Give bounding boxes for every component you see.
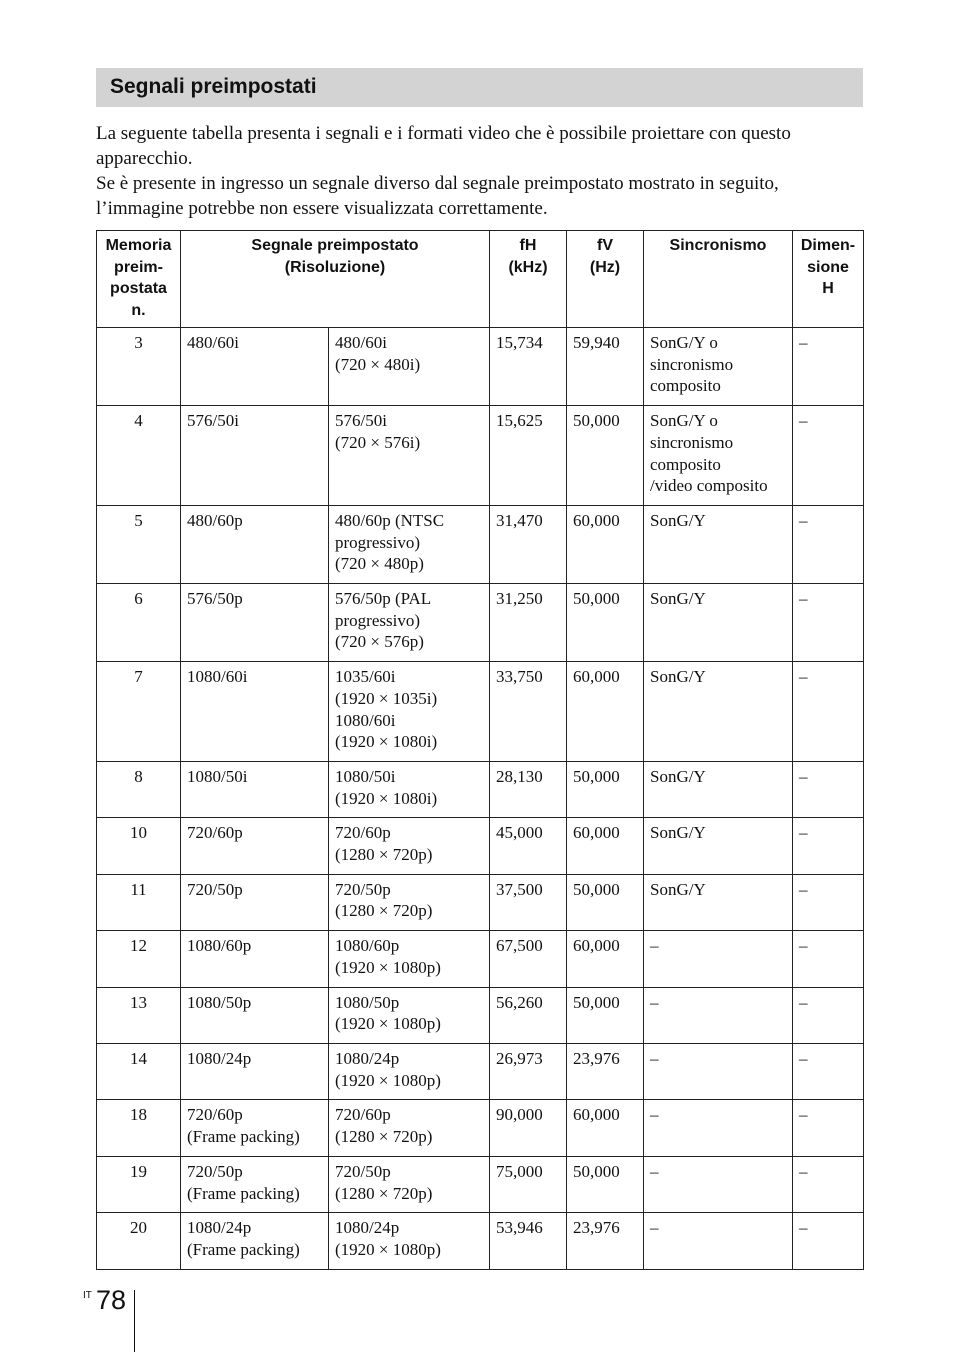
cell-resolution: 1080/24p (1920 × 1080p) [329, 1043, 490, 1099]
cell-signal: 1080/50p [181, 987, 329, 1043]
cell-sync: SonG/Y o sincronismo composito [644, 328, 793, 406]
cell-resolution: 1080/50p (1920 × 1080p) [329, 987, 490, 1043]
table-row [97, 818, 864, 874]
cell-memory: 5 [97, 505, 181, 583]
cell-fv: 60,000 [567, 818, 644, 874]
cell-fh: 28,130 [490, 761, 567, 817]
table-row [97, 931, 864, 987]
cell-fh: 15,625 [490, 406, 567, 506]
cell-resolution: 576/50i (720 × 576i) [329, 406, 490, 506]
cell-fh: 15,734 [490, 328, 567, 406]
cell-hsize: – [793, 1213, 864, 1269]
cell-fv: 50,000 [567, 874, 644, 930]
cell-hsize: – [793, 1100, 864, 1156]
cell-hsize: – [793, 987, 864, 1043]
cell-signal: 1080/24p [181, 1043, 329, 1099]
cell-sync: – [644, 987, 793, 1043]
cell-fh: 56,260 [490, 987, 567, 1043]
cell-fh: 37,500 [490, 874, 567, 930]
cell-memory: 19 [97, 1156, 181, 1212]
cell-resolution: 720/60p (1280 × 720p) [329, 1100, 490, 1156]
cell-resolution: 720/50p (1280 × 720p) [329, 874, 490, 930]
cell-fv: 50,000 [567, 761, 644, 817]
cell-memory: 20 [97, 1213, 181, 1269]
table-row [97, 987, 864, 1043]
cell-signal: 576/50p [181, 584, 329, 662]
table-row [97, 505, 864, 583]
cell-hsize: – [793, 1156, 864, 1212]
header-hsize: Dimen- sione H [793, 231, 864, 328]
cell-memory: 4 [97, 406, 181, 506]
cell-fv: 23,976 [567, 1043, 644, 1099]
cell-sync: SonG/Y [644, 662, 793, 762]
cell-fv: 60,000 [567, 1100, 644, 1156]
cell-signal: 720/60p [181, 818, 329, 874]
cell-hsize: – [793, 1043, 864, 1099]
cell-signal: 1080/24p (Frame packing) [181, 1213, 329, 1269]
header-fh: fH (kHz) [490, 231, 567, 328]
cell-resolution: 576/50p (PAL progressivo) (720 × 576p) [329, 584, 490, 662]
cell-sync: – [644, 1213, 793, 1269]
intro-text [96, 121, 866, 221]
section-title: Segnali preimpostati [110, 75, 317, 98]
cell-resolution: 480/60i (720 × 480i) [329, 328, 490, 406]
preset-signals-table [96, 230, 864, 1270]
cell-sync: SonG/Y [644, 874, 793, 930]
cell-fh: 31,250 [490, 584, 567, 662]
cell-fv: 60,000 [567, 662, 644, 762]
cell-fh: 26,973 [490, 1043, 567, 1099]
cell-memory: 12 [97, 931, 181, 987]
cell-resolution: 720/60p (1280 × 720p) [329, 818, 490, 874]
cell-signal: 480/60p [181, 505, 329, 583]
cell-sync: – [644, 931, 793, 987]
cell-hsize: – [793, 584, 864, 662]
header-memory: Memoria preim- postata n. [97, 231, 181, 328]
cell-sync: – [644, 1100, 793, 1156]
cell-hsize: – [793, 761, 864, 817]
cell-fv: 59,940 [567, 328, 644, 406]
table-row [97, 406, 864, 506]
cell-memory: 7 [97, 662, 181, 762]
table-row [97, 1213, 864, 1269]
cell-hsize: – [793, 874, 864, 930]
cell-fh: 45,000 [490, 818, 567, 874]
cell-sync: SonG/Y [644, 761, 793, 817]
cell-hsize: – [793, 328, 864, 406]
cell-resolution: 480/60p (NTSC progressivo) (720 × 480p) [329, 505, 490, 583]
table-row [97, 1156, 864, 1212]
cell-resolution: 1080/60p (1920 × 1080p) [329, 931, 490, 987]
cell-resolution: 1080/50i (1920 × 1080i) [329, 761, 490, 817]
cell-signal: 720/50p [181, 874, 329, 930]
cell-signal: 1080/60p [181, 931, 329, 987]
cell-sync: SonG/Y [644, 584, 793, 662]
cell-fv: 23,976 [567, 1213, 644, 1269]
cell-fv: 60,000 [567, 931, 644, 987]
page-number: 78 [96, 1285, 127, 1315]
cell-hsize: – [793, 406, 864, 506]
cell-signal: 1080/50i [181, 761, 329, 817]
cell-memory: 18 [97, 1100, 181, 1156]
cell-hsize: – [793, 662, 864, 762]
section-header [96, 68, 863, 107]
cell-hsize: – [793, 505, 864, 583]
table-header-row [97, 231, 864, 328]
cell-fv: 50,000 [567, 584, 644, 662]
cell-memory: 14 [97, 1043, 181, 1099]
cell-fv: 50,000 [567, 406, 644, 506]
header-fv: fV (Hz) [567, 231, 644, 328]
cell-resolution: 1080/24p (1920 × 1080p) [329, 1213, 490, 1269]
header-signal: Segnale preimpostato (Risoluzione) [181, 231, 490, 328]
table-row [97, 874, 864, 930]
cell-fv: 50,000 [567, 1156, 644, 1212]
cell-signal: 480/60i [181, 328, 329, 406]
cell-fv: 60,000 [567, 505, 644, 583]
footer-divider [134, 1290, 135, 1352]
cell-sync: SonG/Y o sincronismo composito /video composito [644, 406, 793, 506]
cell-hsize: – [793, 931, 864, 987]
cell-fh: 67,500 [490, 931, 567, 987]
cell-sync: SonG/Y [644, 505, 793, 583]
cell-hsize: – [793, 818, 864, 874]
intro-paragraph-1: La seguente tabella presenta i segnali e i formati video che è possibile proiettare con questo apparecchio. [96, 123, 791, 169]
table-row [97, 584, 864, 662]
cell-fh: 53,946 [490, 1213, 567, 1269]
cell-sync: – [644, 1043, 793, 1099]
table-row [97, 662, 864, 762]
cell-memory: 13 [97, 987, 181, 1043]
cell-memory: 10 [97, 818, 181, 874]
cell-memory: 3 [97, 328, 181, 406]
cell-fh: 75,000 [490, 1156, 567, 1212]
cell-fv: 50,000 [567, 987, 644, 1043]
cell-sync: – [644, 1156, 793, 1212]
table-row [97, 1100, 864, 1156]
cell-resolution: 1035/60i (1920 × 1035i) 1080/60i (1920 × 1080i) [329, 662, 490, 762]
cell-sync: SonG/Y [644, 818, 793, 874]
table-row [97, 761, 864, 817]
cell-memory: 8 [97, 761, 181, 817]
page-language: IT [83, 1290, 92, 1301]
cell-signal: 576/50i [181, 406, 329, 506]
cell-memory: 11 [97, 874, 181, 930]
cell-fh: 90,000 [490, 1100, 567, 1156]
cell-resolution: 720/50p (1280 × 720p) [329, 1156, 490, 1212]
cell-memory: 6 [97, 584, 181, 662]
cell-fh: 33,750 [490, 662, 567, 762]
cell-signal: 720/50p (Frame packing) [181, 1156, 329, 1212]
cell-fh: 31,470 [490, 505, 567, 583]
intro-paragraph-2: Se è presente in ingresso un segnale diverso dal segnale preimpostato mostrato in seguito, l’immagine potrebbe non essere visualizzata correttamente. [96, 173, 779, 219]
cell-signal: 1080/60i [181, 662, 329, 762]
header-sync: Sincronismo [644, 231, 793, 328]
table-row [97, 328, 864, 406]
cell-signal: 720/60p (Frame packing) [181, 1100, 329, 1156]
table-row [97, 1043, 864, 1099]
